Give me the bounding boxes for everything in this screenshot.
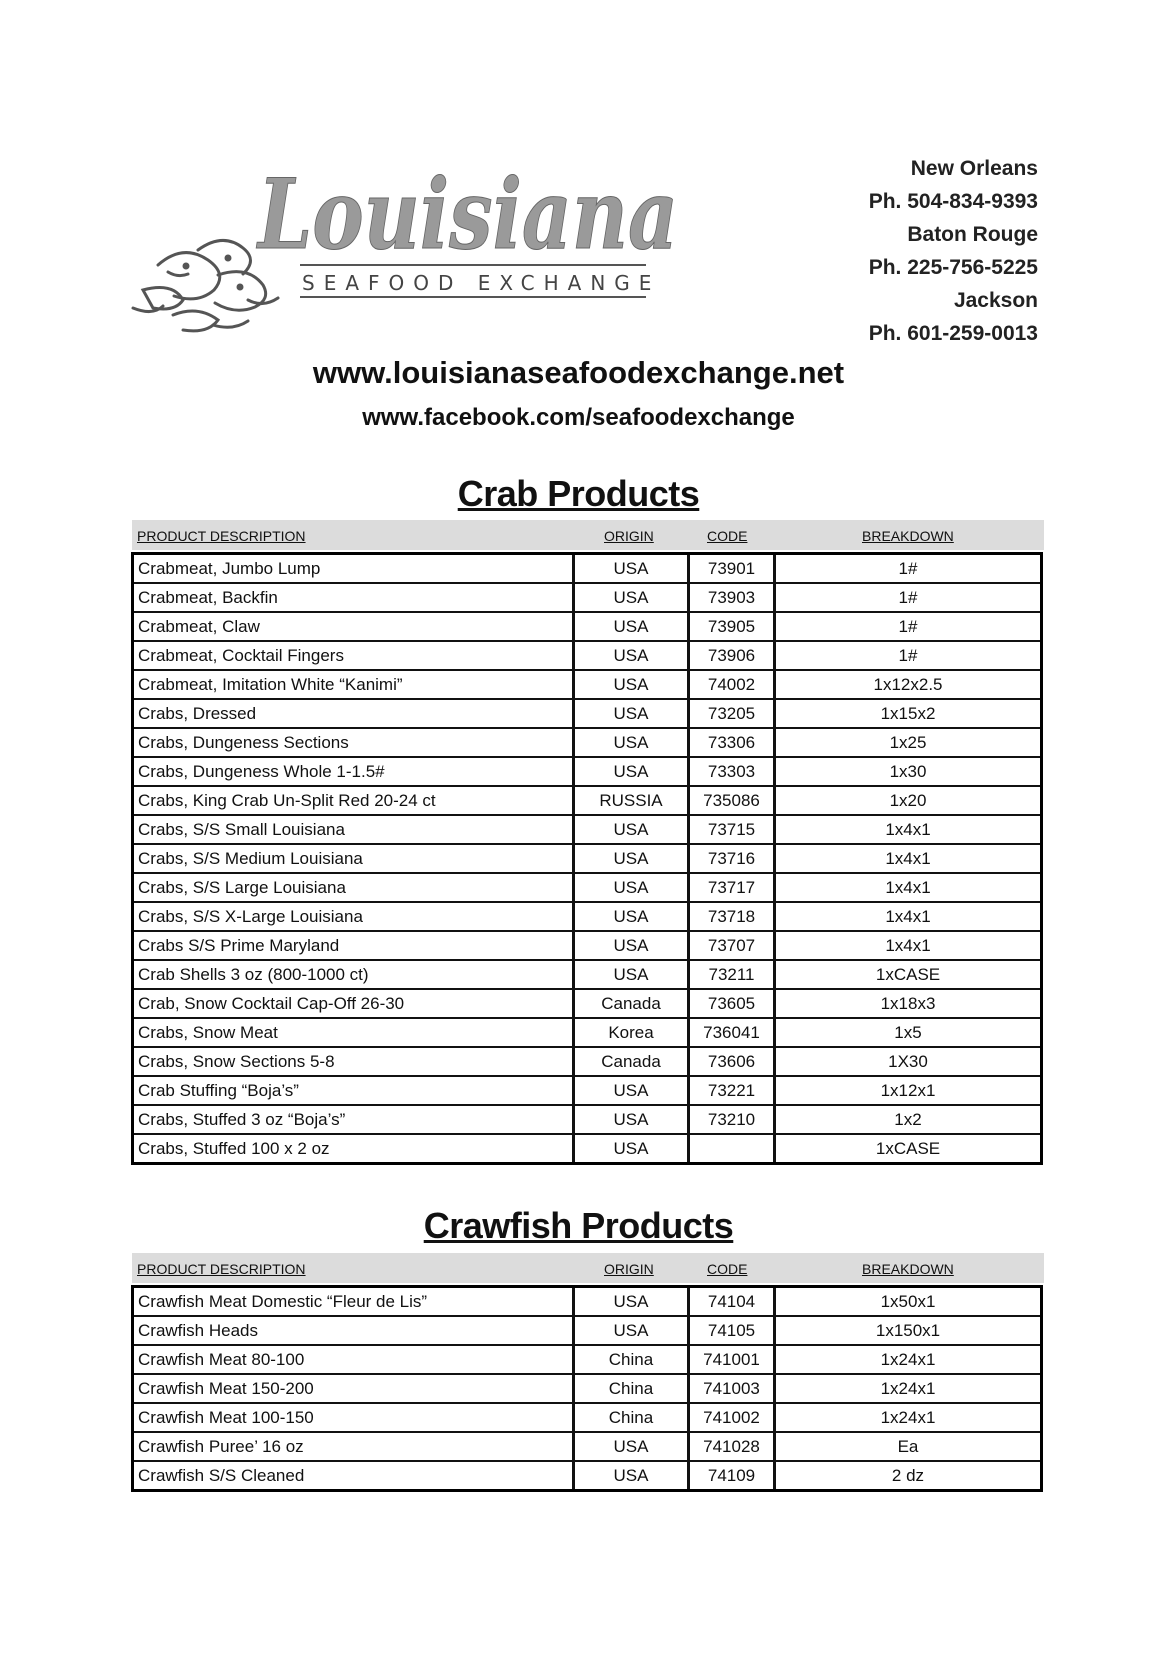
product-code: 73716 [687, 845, 773, 874]
product-description: Crabs, S/S X-Large Louisiana [134, 903, 572, 932]
product-breakdown: 1# [773, 584, 1040, 613]
product-origin: USA [572, 1106, 687, 1135]
product-origin: USA [572, 961, 687, 990]
product-code: 73605 [687, 990, 773, 1019]
crab-table-header [132, 520, 1044, 550]
product-origin: USA [572, 903, 687, 932]
product-origin: RUSSIA [572, 787, 687, 816]
product-breakdown: 1x12x2.5 [773, 671, 1040, 700]
product-breakdown: 1x25 [773, 729, 1040, 758]
product-breakdown: 1x24x1 [773, 1404, 1040, 1433]
product-description: Crabmeat, Jumbo Lump [134, 555, 572, 584]
product-description: Crawfish Puree’ 16 oz [134, 1433, 572, 1462]
product-description: Crawfish Meat 100-150 [134, 1404, 572, 1433]
product-code: 73211 [687, 961, 773, 990]
product-breakdown: 1x15x2 [773, 700, 1040, 729]
product-breakdown: Ea [773, 1433, 1040, 1462]
product-code: 736041 [687, 1019, 773, 1048]
header-origin: ORIGIN [604, 528, 654, 544]
product-description: Crabmeat, Cocktail Fingers [134, 642, 572, 671]
product-breakdown: 1x24x1 [773, 1346, 1040, 1375]
product-breakdown: 1X30 [773, 1048, 1040, 1077]
table-row [134, 1433, 1040, 1462]
header-code: CODE [707, 528, 748, 544]
product-description: Crabs, S/S Medium Louisiana [134, 845, 572, 874]
website-url[interactable]: www.louisianaseafoodexchange.net [312, 355, 845, 390]
product-origin: USA [572, 671, 687, 700]
table-row [134, 729, 1040, 758]
product-origin: USA [572, 1462, 687, 1489]
product-description: Crab Stuffing “Boja’s” [134, 1077, 572, 1106]
table-row [134, 1135, 1040, 1162]
product-breakdown: 1x18x3 [773, 990, 1040, 1019]
product-breakdown: 1x20 [773, 787, 1040, 816]
product-origin: USA [572, 1288, 687, 1317]
product-breakdown: 1x4x1 [773, 903, 1040, 932]
header-breakdown: BREAKDOWN [862, 528, 954, 544]
product-code: 735086 [687, 787, 773, 816]
product-code: 741028 [687, 1433, 773, 1462]
table-row [134, 1288, 1040, 1317]
product-origin: USA [572, 613, 687, 642]
table-row [134, 613, 1040, 642]
product-code: 74109 [687, 1462, 773, 1489]
product-origin: Canada [572, 1048, 687, 1077]
phone-jackson: Ph. 601-259-0013 [868, 322, 1038, 345]
contact-info [869, 152, 1038, 350]
product-description: Crabs, Stuffed 3 oz “Boja’s” [134, 1106, 572, 1135]
product-origin: USA [572, 874, 687, 903]
product-description: Crabs, Dressed [134, 700, 572, 729]
product-code: 73221 [687, 1077, 773, 1106]
location-baton-rouge: Baton Rouge [907, 223, 1038, 246]
product-breakdown: 1xCASE [773, 961, 1040, 990]
product-code: 73210 [687, 1106, 773, 1135]
phone-new-orleans: Ph. 504-834-9393 [868, 190, 1038, 213]
product-code: 73606 [687, 1048, 773, 1077]
product-description: Crab, Snow Cocktail Cap-Off 26-30 [134, 990, 572, 1019]
product-code [687, 1135, 773, 1162]
facebook-url[interactable]: www.facebook.com/seafoodexchange [362, 404, 795, 431]
product-breakdown: 1x12x1 [773, 1077, 1040, 1106]
product-breakdown: 1x4x1 [773, 874, 1040, 903]
product-description: Crabs S/S Prime Maryland [134, 932, 572, 961]
product-origin: Korea [572, 1019, 687, 1048]
product-code: 73906 [687, 642, 773, 671]
product-description: Crabs, Dungeness Sections [134, 729, 572, 758]
product-breakdown: 1x5 [773, 1019, 1040, 1048]
product-code: 73901 [687, 555, 773, 584]
product-description: Crabs, Dungeness Whole 1-1.5# [134, 758, 572, 787]
product-code: 73718 [687, 903, 773, 932]
product-breakdown: 1# [773, 555, 1040, 584]
table-row [134, 758, 1040, 787]
header-code: CODE [707, 1261, 748, 1277]
product-origin: USA [572, 845, 687, 874]
product-breakdown: 1x50x1 [773, 1288, 1040, 1317]
product-code: 741003 [687, 1375, 773, 1404]
product-code: 73715 [687, 816, 773, 845]
product-description: Crab Shells 3 oz (800-1000 ct) [134, 961, 572, 990]
table-row [134, 1404, 1040, 1433]
product-origin: USA [572, 758, 687, 787]
product-description: Crawfish S/S Cleaned [138, 1465, 305, 1485]
product-origin: USA [572, 555, 687, 584]
product-code: 741002 [687, 1404, 773, 1433]
header-origin: ORIGIN [604, 1261, 654, 1277]
product-description: Crawfish Heads [134, 1317, 572, 1346]
product-breakdown: 1x2 [773, 1106, 1040, 1135]
product-code: 73905 [687, 613, 773, 642]
product-description: Crabmeat, Claw [134, 613, 572, 642]
product-breakdown: 1x30 [773, 758, 1040, 787]
product-origin: USA [572, 584, 687, 613]
table-row [134, 787, 1040, 816]
crawfish-section-title: Crawfish Products [423, 1205, 734, 1246]
product-description: Crabmeat, Backfin [134, 584, 572, 613]
product-origin: USA [572, 932, 687, 961]
product-code: 74105 [687, 1317, 773, 1346]
logo-wordmark: Louisiana [255, 158, 678, 271]
product-origin: Canada [572, 990, 687, 1019]
table-row [134, 1317, 1040, 1346]
product-origin: USA [572, 700, 687, 729]
product-description: Crabs, Snow Meat [134, 1019, 572, 1048]
product-description: Crabs, S/S Large Louisiana [134, 874, 572, 903]
product-description: Crabs, Stuffed 100 x 2 oz [138, 1138, 330, 1158]
header-description: PRODUCT DESCRIPTION [137, 1261, 306, 1277]
table-row [134, 671, 1040, 700]
table-row [134, 816, 1040, 845]
product-breakdown: 2 dz [773, 1462, 1040, 1489]
product-description: Crawfish Meat 150-200 [134, 1375, 572, 1404]
table-row [134, 642, 1040, 671]
location-new-orleans: New Orleans [910, 157, 1038, 180]
table-row [134, 961, 1040, 990]
table-row [134, 1077, 1040, 1106]
product-description: Crawfish Meat Domestic “Fleur de Lis” [134, 1288, 572, 1317]
product-breakdown: 1x4x1 [773, 845, 1040, 874]
table-row [134, 990, 1040, 1019]
product-breakdown: 1x4x1 [773, 816, 1040, 845]
table-row [134, 1346, 1040, 1375]
louisiana-seafood-exchange-logo [128, 140, 708, 350]
product-breakdown: 1x150x1 [773, 1317, 1040, 1346]
crawfish-table-header [132, 1253, 1044, 1283]
crab-icon [133, 240, 278, 330]
product-code: 74104 [687, 1288, 773, 1317]
product-origin: USA [572, 1077, 687, 1106]
product-code: 73303 [687, 758, 773, 787]
table-row [134, 584, 1040, 613]
table-row [134, 700, 1040, 729]
product-code: 73205 [687, 700, 773, 729]
table-row [134, 903, 1040, 932]
table-row [134, 874, 1040, 903]
product-code: 73903 [687, 584, 773, 613]
product-breakdown: 1# [773, 613, 1040, 642]
crab-products-table [131, 552, 1043, 1165]
product-description: Crawfish Meat 80-100 [134, 1346, 572, 1375]
table-row [134, 1375, 1040, 1404]
product-code: 73717 [687, 874, 773, 903]
table-row [134, 555, 1040, 584]
product-breakdown: 1x24x1 [773, 1375, 1040, 1404]
product-description: Crabs, King Crab Un-Split Red 20-24 ct [134, 787, 572, 816]
product-description: Crabs, S/S Small Louisiana [134, 816, 572, 845]
product-origin: USA [572, 1135, 687, 1162]
product-code: 73306 [687, 729, 773, 758]
product-breakdown: 1xCASE [773, 1135, 1040, 1162]
product-code: 73707 [687, 932, 773, 961]
table-row [134, 932, 1040, 961]
product-origin: USA [572, 1433, 687, 1462]
crawfish-products-table [131, 1285, 1043, 1492]
product-origin: USA [572, 642, 687, 671]
header-breakdown: BREAKDOWN [862, 1261, 954, 1277]
product-breakdown: 1x4x1 [773, 932, 1040, 961]
table-row [134, 1106, 1040, 1135]
product-origin: USA [572, 729, 687, 758]
product-origin: China [572, 1375, 687, 1404]
header-description: PRODUCT DESCRIPTION [137, 528, 306, 544]
product-origin: China [572, 1346, 687, 1375]
product-origin: China [572, 1404, 687, 1433]
phone-baton-rouge: Ph. 225-756-5225 [868, 256, 1038, 279]
logo-tagline: SEAFOOD EXCHANGE [302, 271, 661, 295]
product-description: Crabmeat, Imitation White “Kanimi” [134, 671, 572, 700]
table-row [134, 1019, 1040, 1048]
product-description: Crabs, Snow Sections 5-8 [134, 1048, 572, 1077]
table-row [134, 1048, 1040, 1077]
product-origin: USA [572, 816, 687, 845]
location-jackson: Jackson [953, 289, 1038, 312]
product-code: 741001 [687, 1346, 773, 1375]
product-code: 74002 [687, 671, 773, 700]
crab-section-title: Crab Products [457, 473, 700, 514]
table-row [134, 845, 1040, 874]
table-row [134, 1462, 1040, 1489]
product-origin: USA [572, 1317, 687, 1346]
product-breakdown: 1# [773, 642, 1040, 671]
